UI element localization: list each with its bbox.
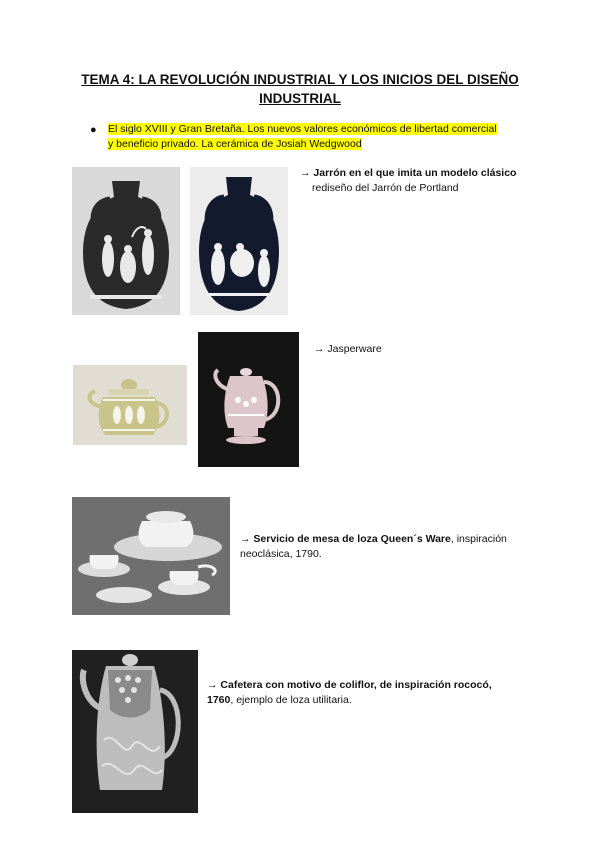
title-line-2: INDUSTRIAL xyxy=(259,91,341,106)
title-line-1: TEMA 4: LA REVOLUCIÓN INDUSTRIAL Y LOS INICIOS DEL DISEÑO xyxy=(81,72,519,87)
caption-cauliflower-desc: , ejemplo de loza utilitaria. xyxy=(230,694,352,706)
caption-cauliflower-pot xyxy=(207,678,547,708)
caption-cauliflower-title-1: → Cafetera con motivo de coliflor, de inspiración rococó, xyxy=(207,679,492,691)
portland-vase-image-2 xyxy=(190,167,288,315)
caption-cauliflower-title-2: 1760 xyxy=(207,694,231,706)
caption-queensware-desc-1: , inspiración xyxy=(450,533,507,545)
bullet-icon: ● xyxy=(90,124,97,136)
caption-queensware-desc-2: neoclásica, 1790. xyxy=(240,548,322,560)
jasperware-teapot-image xyxy=(73,365,187,445)
caption-queensware-title: → Servicio de mesa de loza Queen´s Ware xyxy=(240,533,451,545)
bullet-item xyxy=(90,122,530,152)
bullet-text-line-1: El siglo XVIII y Gran Bretaña. Los nuevos valores económicos de libertad comercial xyxy=(108,123,497,135)
caption-jasperware xyxy=(314,342,382,357)
queensware-service-image xyxy=(72,497,230,615)
caption-portland-vase-title: → Jarrón en el que imita un modelo clásico xyxy=(300,167,517,179)
bullet-text-line-2: y beneficio privado. La cerámica de Josiah Wedgwood xyxy=(108,138,362,150)
page-title xyxy=(60,70,540,108)
jasperware-coffeepot-image xyxy=(198,332,299,467)
caption-jasperware-text: → Jasperware xyxy=(314,343,382,355)
cauliflower-coffeepot-image xyxy=(72,650,198,813)
portland-vase-image-1 xyxy=(72,167,180,315)
caption-portland-vase-desc: rediseño del Jarrón de Portland xyxy=(312,182,459,194)
caption-queensware xyxy=(240,532,540,562)
caption-portland-vase xyxy=(300,166,570,196)
